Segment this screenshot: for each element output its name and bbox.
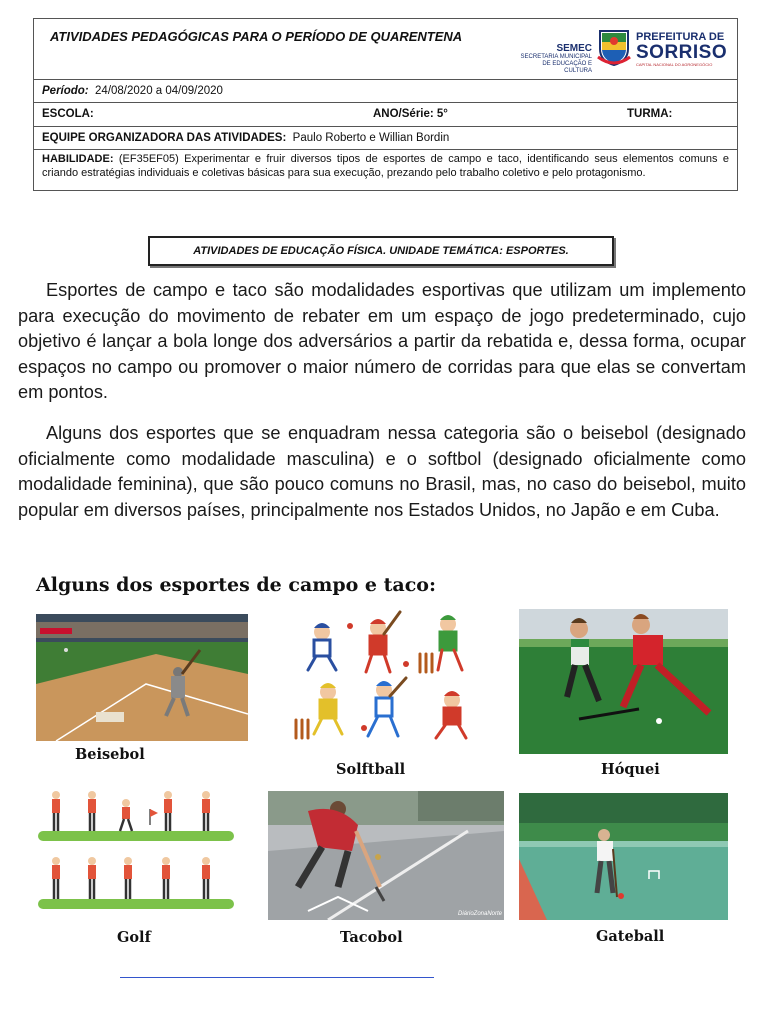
logos	[514, 25, 729, 73]
caption-tacobol: Tacobol	[340, 929, 403, 946]
tacobol-image	[268, 791, 504, 920]
baseball-image	[36, 614, 248, 741]
paragraph-1: Esportes de campo e taco são modalidades esportivas que utilizam um implemento para execução do movimento de rebater em um espaço de jogo predeterminado, cujo objetivo é lançar a bola longe dos adversários a partir da rebatida e, dessa forma, ocupar espaços no campo ou promover o maior número de corridas para que elas se convertam em pontos.	[18, 280, 746, 403]
escola-row	[34, 103, 737, 127]
escola-label: ESCOLA:	[42, 108, 94, 120]
habilidade-label: HABILIDADE:	[42, 153, 114, 165]
footer-link-line	[120, 977, 434, 978]
ano-label: ANO/Série: 5°	[373, 108, 448, 120]
periodo-label: Período:	[42, 85, 89, 97]
golf-image	[36, 789, 236, 919]
habilidade-row	[34, 150, 737, 190]
turma-label: TURMA:	[627, 108, 673, 120]
caption-beisebol: Beisebol	[75, 746, 145, 763]
equipe-label: EQUIPE ORGANIZADORA DAS ATIVIDADES:	[42, 132, 287, 144]
semec-logo: SEMEC SECRETARIA MUNICIPAL DE EDUCAÇÃO E CULTURA	[520, 43, 592, 74]
paragraph-2: Alguns dos esportes que se enquadram nessa categoria são o beisebol (designado oficialmente como modalidade masculina) e o softbol (designado oficialmente como modalidade feminina), que são pouco comuns no Brasil, mas, no caso do beisebol, muito popular em diversos países, principalmente nos Estados Unidos, no Japão e em Cuba.	[18, 423, 746, 520]
periodo-row	[34, 80, 737, 103]
unit-title: ATIVIDADES DE EDUCAÇÃO FÍSICA. UNIDADE TEMÁTICA: ESPORTES.	[148, 236, 614, 266]
header-top	[34, 19, 737, 80]
periodo-value: 24/08/2020 a 04/09/2020	[95, 85, 223, 97]
caption-softball: Solftball	[336, 761, 406, 778]
gateball-image	[519, 793, 728, 920]
header-table	[33, 18, 738, 191]
page-title: ATIVIDADES PEDAGÓGICAS PARA O PERÍODO DE QUARENTENA	[50, 29, 463, 44]
gallery-title: Alguns dos esportes de campo e taco:	[36, 574, 436, 596]
caption-gateball: Gateball	[596, 928, 665, 945]
photo-credit: DiárioZonaNorte	[458, 911, 503, 917]
equipe-value: Paulo Roberto e Willian Bordin	[292, 132, 450, 144]
caption-golf: Golf	[117, 929, 151, 946]
hockey-image	[519, 609, 728, 754]
crest-icon	[596, 27, 632, 67]
caption-hoquei: Hóquei	[601, 761, 660, 778]
equipe-row	[34, 127, 737, 150]
prefeitura-logo: PREFEITURA DE SORRISO CAPITAL NACIONAL DO AGRONEGÓCIO	[636, 31, 728, 67]
habilidade-text: (EF35EF05) Experimentar e fruir diversos tipos de esportes de campo e taco, identificando seus elementos comuns e criando estratégias individuais e coletivas básicas para sua execução, prezando pelo trabalho coletivo e pelo protagonismo.	[42, 153, 730, 179]
softball-image	[280, 604, 480, 754]
